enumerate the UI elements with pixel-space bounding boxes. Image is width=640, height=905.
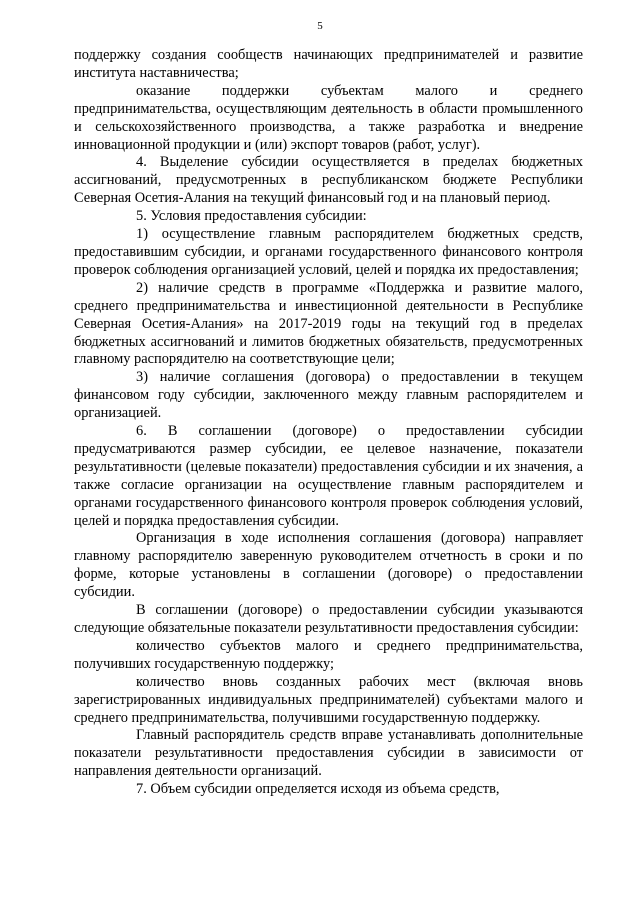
paragraph: 1) осуществление главным распорядителем бюджетных средств, предоставившим субсидии, и органами государственного финансового контроля проверок соблюдения организацией условий, целей и порядка их предоставления;	[74, 226, 583, 278]
paragraph: Организация в ходе исполнения соглашения (договора) направляет главному распорядителю заверенную руководителем отчетность в сроки и по форме, которые установлены в соглашении (договоре) о предоставлении субсидии.	[74, 530, 583, 601]
paragraph: Главный распорядитель средств вправе устанавливать дополнительные показатели результативности предоставления субсидии в зависимости от направления деятельности организаций.	[74, 727, 583, 780]
paragraph: 3) наличие соглашения (договора) о предоставлении в текущем финансовом году субсидии, заключенного между главным распорядителем и организацией.	[74, 369, 583, 422]
paragraph: количество субъектов малого и среднего предпринимательства, получивших государственную поддержку;	[74, 637, 583, 672]
paragraph: В соглашении (договоре) о предоставлении субсидии указываются следующие обязательные показатели результативности предоставления субсидии:	[74, 602, 583, 636]
paragraph: оказание поддержки субъектам малого и среднего предпринимательства, осуществляющим деятельность в области промышленного и сельскохозяйственного производства, а также разработка и внедрение инновационной продукции и (или) экспорт товаров (работ, услуг).	[74, 82, 583, 153]
paragraph: 2) наличие средств в программе «Поддержка и развитие малого, среднего предпринимательства и инвестиционной деятельности в Республике Северная Осетия-Алания» на 2017-2019 годы на текущий год в пределах бюджетных ассигнований и лимитов бюджетных обязательств, предусмотренных главному распорядителю на соответствующие цели;	[74, 279, 583, 368]
paragraph: поддержку создания сообществ начинающих предпринимателей и развитие института наставничества;	[74, 47, 583, 81]
paragraph: 4. Выделение субсидии осуществляется в пределах бюджетных ассигнований, предусмотренных в республиканском бюджете Республики Северная Осетия-Алания на текущий финансовый год и на плановый период.	[74, 154, 583, 207]
paragraph: количество вновь созданных рабочих мест (включая вновь зарегистрированных индивидуальных предпринимателей) субъектами малого и среднего предпринимательства, получившими государственную поддержку.	[74, 673, 583, 726]
paragraph: 5. Условия предоставления субсидии:	[136, 208, 367, 225]
paragraph: 7. Объем субсидии определяется исходя из объема средств,	[136, 781, 500, 798]
paragraph: 6. В соглашении (договоре) о предоставлении субсидии предусматриваются размер субсидии, ее целевое назначение, показатели результативности (целевые показатели) предоставления субсидии и их значения, а также согласие организации на осуществление главным распорядителем и органами государственного финансового контроля проверок соблюдения условий, целей и порядка предоставления субсидии.	[74, 423, 583, 529]
page-number: 5	[317, 20, 323, 32]
document-body	[74, 47, 583, 799]
